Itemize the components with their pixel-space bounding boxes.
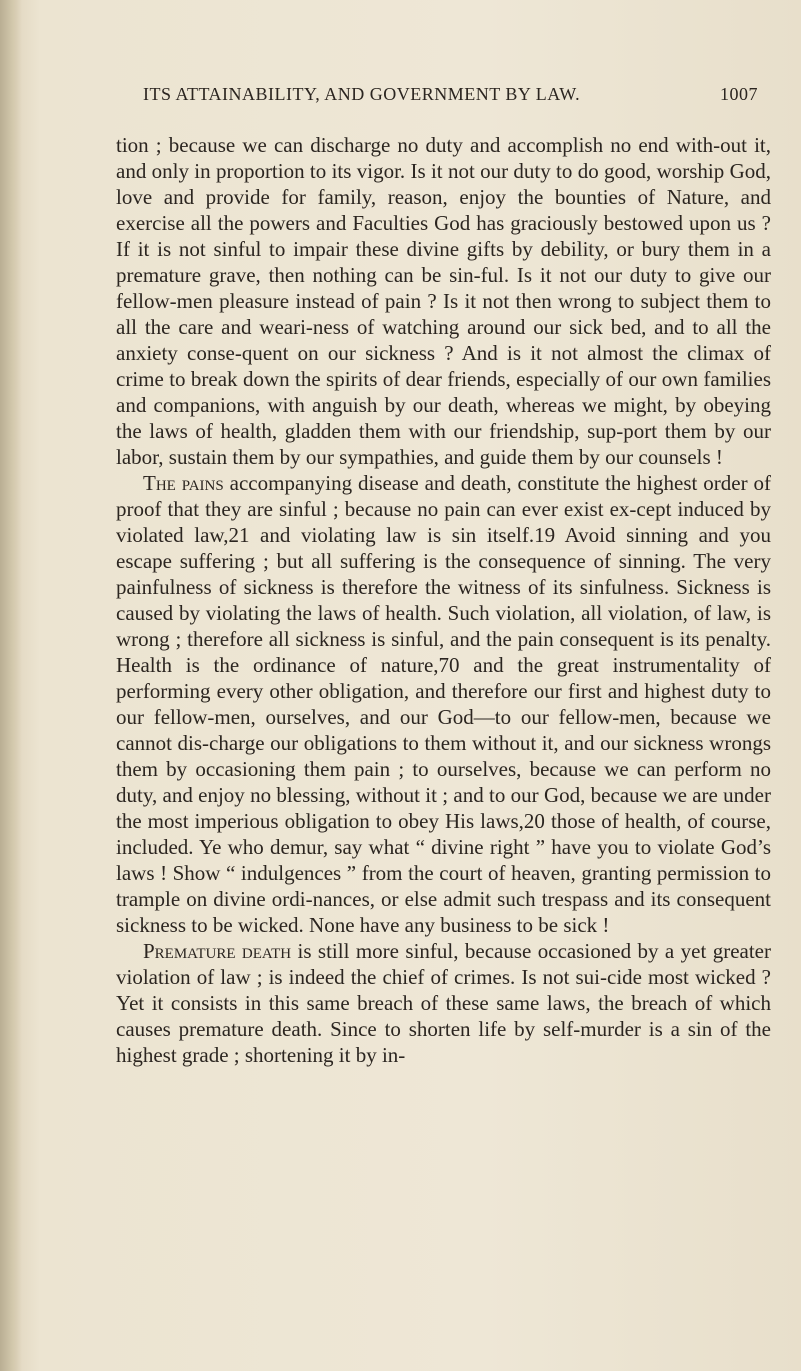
page-number: 1007 xyxy=(720,84,758,104)
paragraph-2 xyxy=(116,470,771,938)
paragraph-2-lead: The pains xyxy=(143,471,224,495)
paragraph-3-lead: Premature death xyxy=(143,939,292,963)
page-gutter-shadow xyxy=(0,0,22,1371)
paragraph-3-text: is still more sinful, because occasioned by a yet greater violation of law ; is indeed the chief of crimes. Is not sui-cide most wicked ? Yet it consists in this same breach of these same laws, the breach of which causes premature death. Since to shorten life by self-murder is a sin of the highest grade ; shortening it by in- xyxy=(116,939,771,1067)
paragraph-1 xyxy=(116,132,771,470)
body-text xyxy=(116,132,771,1068)
paragraph-2-text: accompanying disease and death, constitute the highest order of proof that they are sinful ; because no pain can ever exist ex-cept induced by violated law,21 and violating law is sin itself.19 Avoid sinning and you escape suffering ; but all suffering is the consequence of sinning. The very painfulness of sickness is therefore the witness of its sinfulness. Sickness is caused by violating the laws of health. Such violation, all violation, of law, is wrong ; therefore all sickness is sinful, and the pain consequent is its penalty. Health is the ordinance of nature,70 and the great instrumentality of performing every other obligation, and therefore our first and highest duty to our fellow-men, ourselves, and our God—to our fellow-men, because we cannot dis-charge our obligations to them without it, and our sickness wrongs them by occasioning them pain ; to ourselves, because we can perform no duty, and enjoy no blessing, without it ; and to our God, because we are under the most imperious obligation to obey His laws,20 those of health, of course, included. Ye who demur, say what “ divine right ” have you to violate God’s laws ! Show “ indulgences ” from the court of heaven, granting permission to trample on divine ordi-nances, or else admit such trespass and its consequent sickness to be wicked. None have any business to be sick ! xyxy=(116,471,771,937)
running-header xyxy=(143,84,783,110)
running-title: ITS ATTAINABILITY, AND GOVERNMENT BY LAW. xyxy=(143,84,581,104)
paragraph-1-text: tion ; because we can discharge no duty and accomplish no end with-out it, and only in proportion to its vigor. Is it not our duty to do good, worship God, love and provide for family, reason, enjoy the bounties of Nature, and exercise all the powers and Faculties God has graciously bestowed upon us ? If it is not sinful to impair these divine gifts by debility, or bury them in a premature grave, then nothing can be sin-ful. Is it not our duty to give our fellow-men pleasure instead of pain ? Is it not then wrong to subject them to all the care and weari-ness of watching around our sick bed, and to all the anxiety conse-quent on our sickness ? And is it not almost the climax of crime to break down the spirits of dear friends, especially of our own families and companions, with anguish by our death, whereas we might, by obeying the laws of health, gladden them with our friendship, sup-port them by our labor, sustain them by our sympathies, and guide them by our counsels ! xyxy=(116,133,771,469)
paragraph-3 xyxy=(116,938,771,1068)
